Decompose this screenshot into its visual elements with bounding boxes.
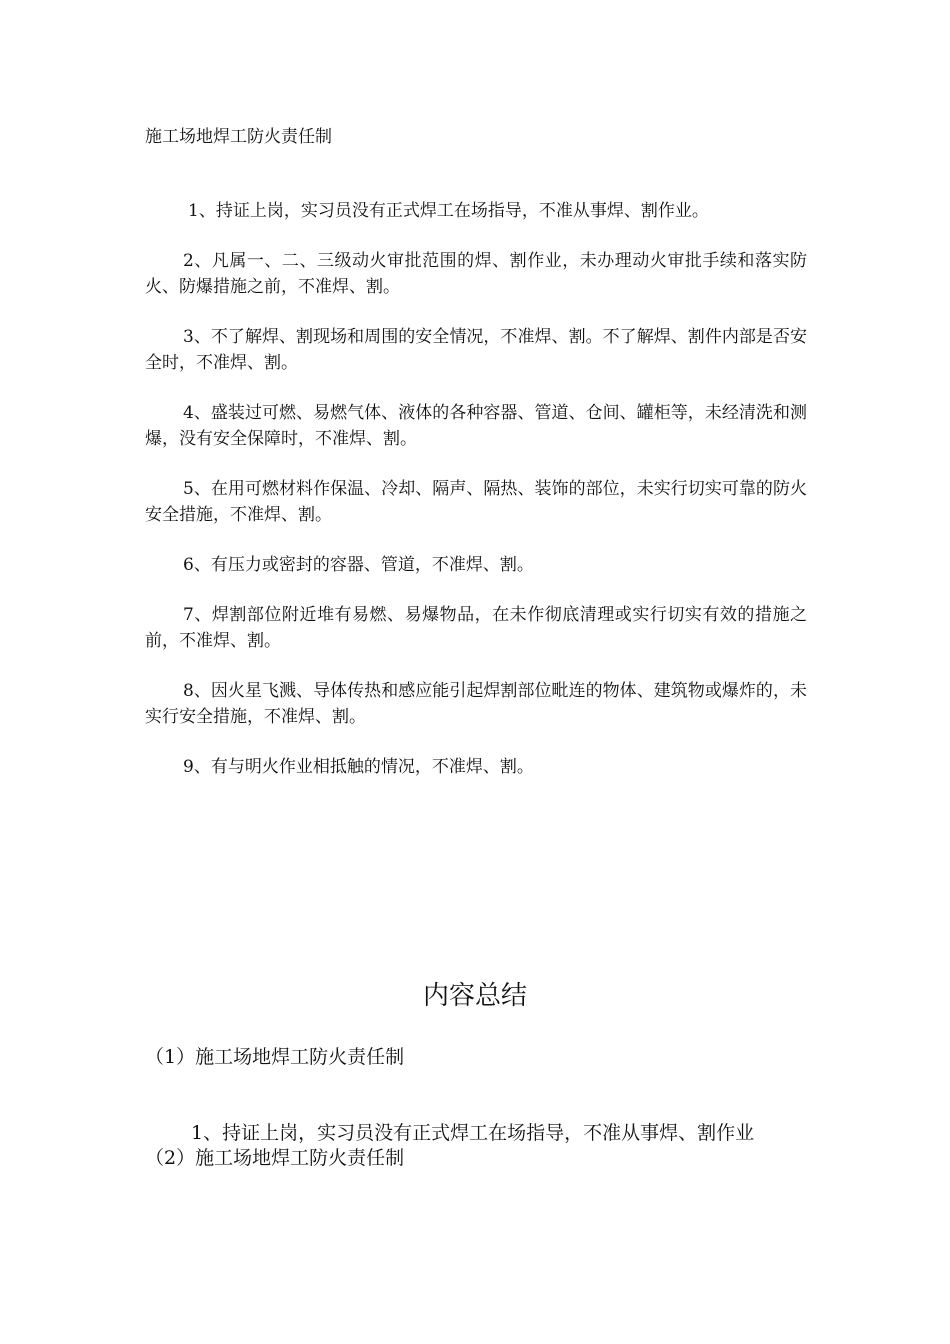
clause-1: 1、持证上岗，实习员没有正式焊工在场指导，不准从事焊、割作业。 bbox=[188, 201, 709, 221]
clause-8: 8、因火星飞溅、导体传热和感应能引起焊割部位毗连的物体、建筑物或爆炸的，未实行安全措施，不准焊、割。 bbox=[145, 681, 807, 727]
clause-4: 4、盛装过可燃、易燃气体、液体的各种容器、管道、仓间、罐柜等，未经清洗和测爆，没有安全保障时，不准焊、割。 bbox=[145, 403, 807, 449]
summary-item-1-body: 1、持证上岗，实习员没有正式焊工在场指导，不准从事焊、割作业 bbox=[191, 1122, 755, 1144]
clause-7: 7、焊割部位附近堆有易燃、易爆物品，在未作彻底清理或实行切实有效的措施之前，不准焊、割。 bbox=[145, 605, 807, 651]
clause-list bbox=[145, 198, 807, 804]
document-title: 施工场地焊工防火责任制 bbox=[145, 127, 332, 147]
clause-6: 6、有压力或密封的容器、管道，不准焊、割。 bbox=[183, 555, 534, 575]
clause-5: 5、在用可燃材料作保温、冷却、隔声、隔热、装饰的部位，未实行切实可靠的防火安全措施，不准焊、割。 bbox=[145, 479, 807, 525]
clause-9: 9、有与明火作业相抵触的情况，不准焊、割。 bbox=[183, 757, 534, 777]
clause-3: 3、不了解焊、割现场和周围的安全情况，不准焊、割。不了解焊、割件内部是否安全时，不准焊、割。 bbox=[145, 327, 807, 373]
summary-item-2-title: （2）施工场地焊工防火责任制 bbox=[145, 1147, 405, 1169]
clause-2: 2、凡属一、二、三级动火审批范围的焊、割作业，未办理动火审批手续和落实防火、防爆措施之前，不准焊、割。 bbox=[145, 251, 807, 297]
summary-heading: 内容总结 bbox=[422, 981, 527, 1011]
summary-item-1-title: （1）施工场地焊工防火责任制 bbox=[145, 1046, 405, 1068]
